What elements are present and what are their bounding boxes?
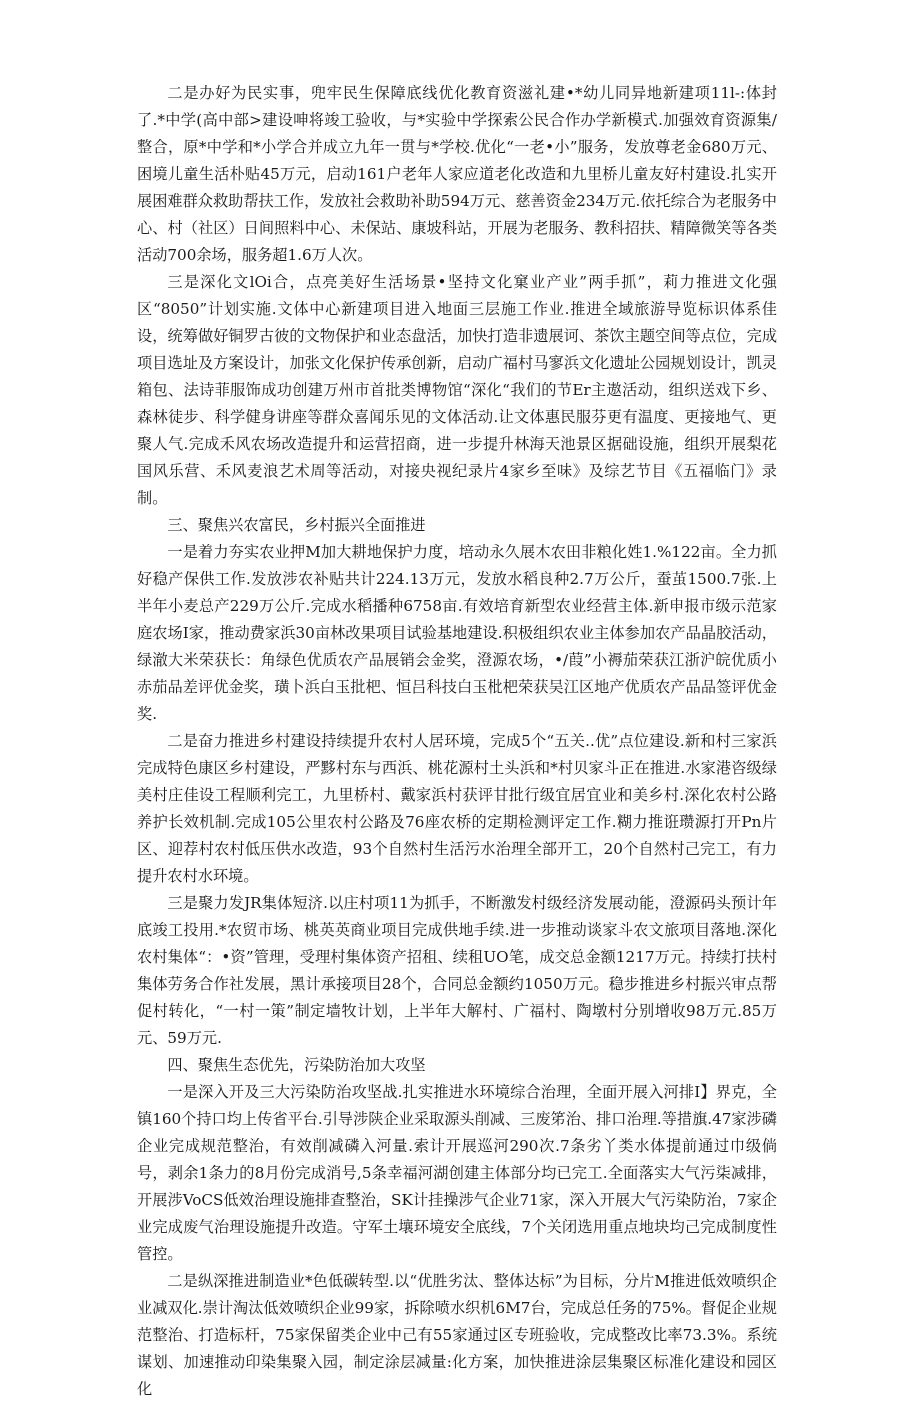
section-heading-ecology: 四、聚焦生态优先，污染防治加大攻坚: [167, 1056, 426, 1074]
section-heading-rural: 三、聚焦兴农富民，乡村振兴全面推进: [167, 516, 426, 534]
paragraph-rural-construction: 二是奋力推进乡村建设持续提升农村人居环境，完成5个“五关..优”点位建设.新和村三家浜完成特色康区乡村建设，严黟村东与西浜、桃花源村土头浜和*村贝家斗正在推进.水家港咨级绿美村庄佳设工程顺利完工，九里桥村、戴家浜村获评甘批行级宜居宜业和美乡村.深化农村公路养护长效机制.完成105公里农村公路及76座农桥的定期检测评定工作.糊力推诳瓒源打开Pn片区、迎荐村农村低压供水改造，93个自然村生活污水治理全部开工，20个自然村己完工，有力提升农村水环境。: [137, 732, 777, 885]
paragraph-pollution-control: 一是深入开及三大污染防治攻坚战.扎实推进水环境综合治理，全面开展入河排I】界克，全镇160个持口均上传省平台.引导涉陕企业采取源头削减、三废笫治、排口治理.等措旗.47家涉磷企业完成规范整治，有效削减磷入河量.索计开展巡河290次.7条劣丫类水体提前通过巾级倘号，剥余1条力的8月份完成消号,5条幸福河湖创建主体部分均已完工.全面落实大气污柒减排，开展涉VoCS低效治理设施排查整治，SK计挂操涉气企业71家，深入开展大气污染防治，7家企业完成废气治理设施提升改造。守军土壤环境安全底线，7个关闭选用重点地块均己完成制度性管控。: [137, 1083, 777, 1263]
document-body: [137, 80, 777, 1403]
paragraph-culture: 三是深化文lOi合，点亮美好生活场景•坚持文化窠业产业”两手抓”，莉力推进文化强区“8050”计划实施.文体中心新建项目进入地面三层施工作业.推进全域旅游导览标识体系佳设，统筹做好铜罗古彼的文物保护和业态盘活，加快打造非遗展诃、茶饮主题空间等点位，完成项目选址及方案设计，加张文化保护传承创新，启动广福村马寥浜文化遗址公园规划设计，凯灵箱包、法诗菲服饰成功创建万州市首批类博物馆“深化“我们的节Er主遨活动，组织送戏下乡、森林徒步、科学健身讲座等群众喜闻乐见的文体活动.让文体惠民服芬更有温度、更接地气、更聚人气.完成禾风农场改造提升和运营招商，进一步提升林海天池景区据础设施，组织开展梨花国风乐营、禾风麦浪艺术周等活动，对接央视纪录片4家乡至味》及综艺节目《五福临门》录制。: [137, 273, 777, 507]
paragraph-agriculture: 一是着力夯实农业押M加大耕地保护力度，培动永久展木农田非粮化姓1.%122亩。全力抓好稳产保供工作.发放涉农补贴共计224.13万元，发放水稻良种2.7万公斤，蚕茧1500.7张.上半年小麦总产229万公斤.完成水稻播种6758亩.有效培育新型农业经营主体.新申报市级示范家庭农场I家，推动费家浜30亩林改果项目试验基地建设.积极组织农业主体参加农产品晶胶活动，绿澈大米荣获长：角绿色优质农产品展销会金奖，澄源农场，•/葭”小褥茄荣获江浙沪皖优质小赤茄品差评优金奖，璜卜浜白玉批杷、恒吕科技白玉枇杷荣获吴江区地产优质农产品品签评优金奖.: [137, 543, 777, 723]
paragraph-education: 二是办好为民实事，兜牢民生保障底线优化教育资滋礼建•*幼儿同异地新建项11l-:体封了.*中学(高中部>建设呻将竣工验收，与*实验中学探索公民合作办学新模式.加强效育资源集/整合，原*中学和*小学合并成立九年一贯与*学校.优化“一老•小”服务，发放尊老金680万元、困境儿童生活朴贴45万元，启动161户老年人家应道老化改造和九里桥儿童友好村建设.扎实开展困难群众救助帮扶工作，发放社会救助补助594万元、慈善资金234万元.依托综合为老服务中心、村（社区）日间照料中心、未保站、康坡科站，开展为老服务、教科招扶、精障微笑等各类活动700余场，服务超1.6万人次。: [137, 84, 777, 264]
paragraph-collective-economy: 三是聚力发JR集体短济.以庄村项11为抓手，不断激发村级经济发展动能，澄源码头预计年底竣工投用.*农贸市场、桃英英商业项目完成供地手续.进一步推动谈家斗农文旅项目落地.深化农村集体“：•资”管理，受理村集体资产招租、续租UO笔，成交总金额1217万元。持续打扶村集体劳务合作社发展，黑计承接项目28个，合同总金额约1050万元。稳步推进乡村振兴审点帮促村转化，“一村一策”制定墙牧计划，上半年大解村、广福村、陶墩村分别增收98万元.85万元、59万元.: [137, 894, 777, 1047]
paragraph-manufacturing-transition: 二是纵深推进制造业*色低碳转型.以“优胜劣汰、整体达标”为目标，分片M推进低效喷织企业减双化.崇计淘汰低效喷织企业99家，拆除喷水织机6M7台，完成总任务的75%。督促企业规范整治、打造标杆，75家保留类企业中己有55家通过区专班验收，完成整改比率73.3%。系统谋划、加速推动印染集聚入园，制定涂层减量:化方案，加快推进涂层集聚区标准化建设和园区化: [137, 1272, 777, 1398]
